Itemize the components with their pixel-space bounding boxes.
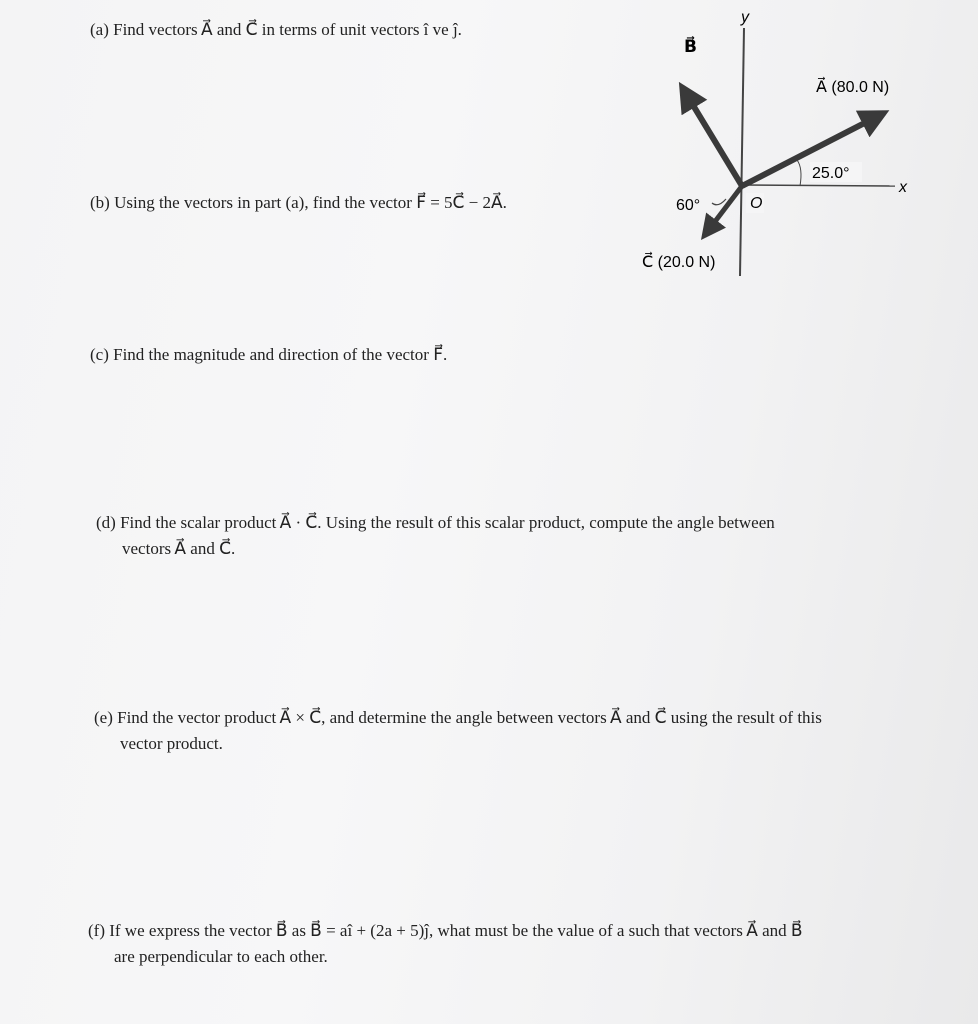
x-axis-label: x [899, 179, 907, 196]
vector-c-arrow [704, 186, 742, 236]
x-axis [745, 185, 895, 186]
question-a-text: (a) Find vectors A⃗ and C⃗ in terms of unit vectors î ve ĵ. [90, 20, 462, 39]
question-d [96, 510, 775, 562]
question-b-text: (b) Using the vectors in part (a), find the vector F⃗ = 5C⃗ − 2A⃗. [90, 193, 507, 212]
question-e-text-line1: (e) Find the vector product A⃗ × C⃗, and determine the angle between vectors A⃗ and C⃗ using the result of this [94, 708, 822, 727]
question-c-text: (c) Find the magnitude and direction of the vector F⃗. [90, 345, 448, 364]
angle-c-arc [712, 199, 726, 205]
vector-a-label: A⃗ (80.0 N) [816, 79, 890, 96]
vector-b-arrow [682, 87, 742, 186]
vector-diagram [0, 0, 978, 300]
vector-c-label: C⃗ (20.0 N) [642, 254, 716, 271]
question-e [94, 705, 822, 757]
angle-a-arc [797, 160, 801, 186]
question-d-text-line2: vectors A⃗ and C⃗. [122, 539, 236, 558]
vector-b-label: B⃗ [684, 37, 697, 56]
question-f [88, 918, 803, 970]
y-axis-label: y [741, 9, 749, 26]
question-e-text-line2: vector product. [120, 734, 223, 753]
question-d-text-line1: (d) Find the scalar product A⃗ · C⃗. Using the result of this scalar product, compute the angle between [96, 513, 775, 532]
angle-c-label: 60° [676, 197, 701, 214]
angle-a-label: 25.0° [812, 165, 850, 182]
y-axis [740, 28, 744, 276]
origin-label: O [750, 195, 763, 212]
question-c [90, 342, 447, 368]
question-f-text-line2: are perpendicular to each other. [114, 947, 328, 966]
question-f-text-line1: (f) If we express the vector B⃗ as B⃗ = aî + (2a + 5)ĵ, what must be the value of a such that vectors A⃗ and B⃗ [88, 921, 803, 940]
